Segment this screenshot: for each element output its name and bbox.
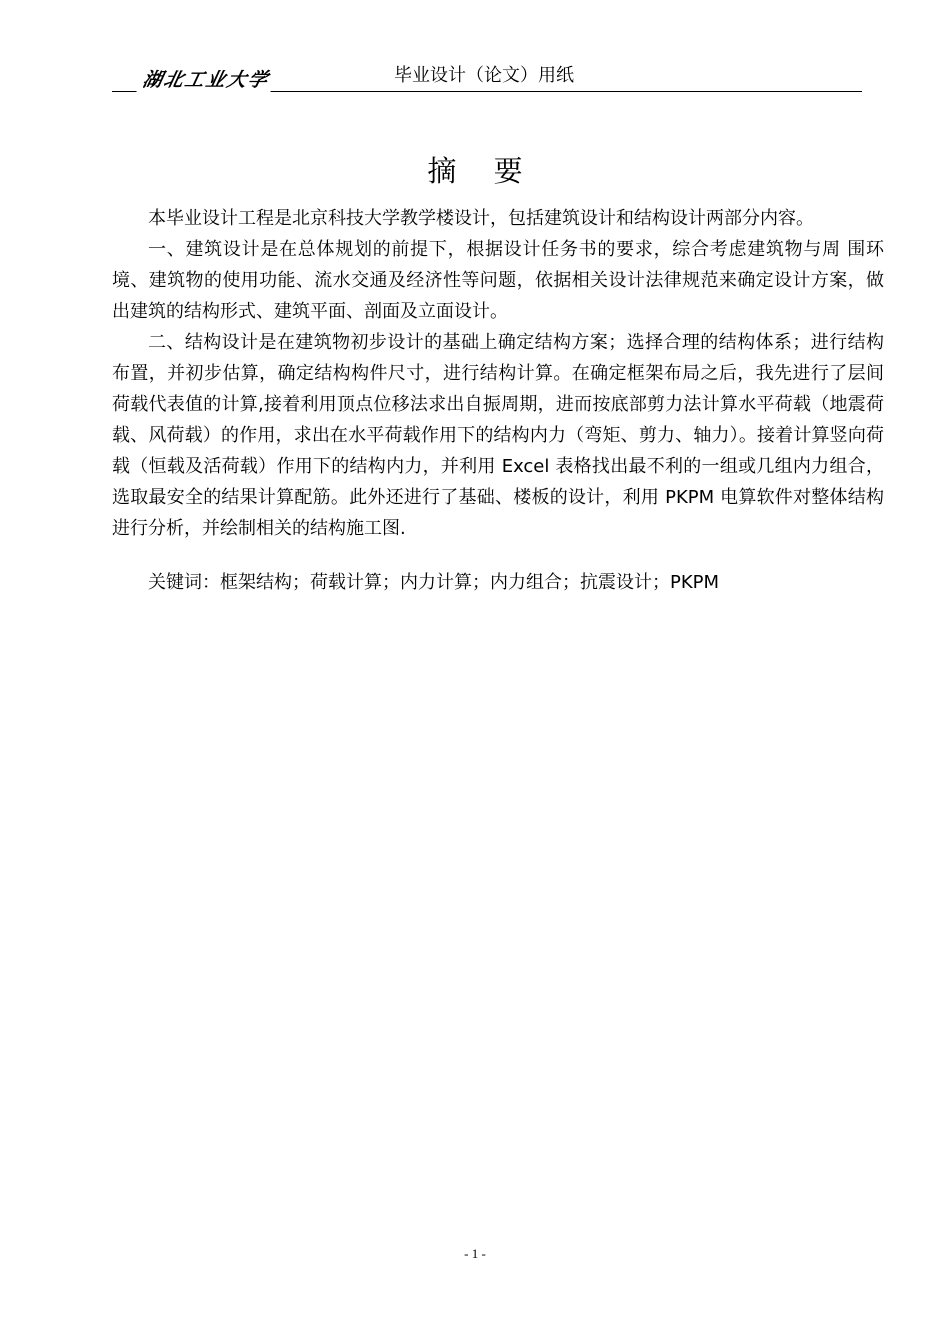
- keywords-list: 框架结构；荷载计算；内力计算；内力组合；抗震设计；PKPM: [220, 572, 720, 593]
- keywords-label: 关键词：: [148, 572, 220, 593]
- abstract-paragraph-2: 一、建筑设计是在总体规划的前提下，根据设计任务书的要求，综合考虑建筑物与周 围环境、建筑物的使用功能、流水交通及经济性等问题，依据相关设计法律规范来确定设计方案，做出建筑的结构形式、建筑平面、剖面及立面设计。: [112, 239, 884, 322]
- abstract-paragraph-1: 本毕业设计工程是北京科技大学教学楼设计，包括建筑设计和结构设计两部分内容。: [148, 208, 814, 229]
- header-title: 毕业设计（论文）用纸: [394, 65, 574, 86]
- page-header: [112, 62, 862, 96]
- abstract-paragraph-3: 二、结构设计是在建筑物初步设计的基础上确定结构方案；选择合理的结构体系；进行结构布置，并初步估算，确定结构构件尺寸，进行结构计算。在确定框架布局之后，我先进行了层间荷载代表值的计算,接着利用顶点位移法求出自振周期，进而按底部剪力法计算水平荷载（地震荷载、风荷载）的作用，求出在水平荷载作用下的结构内力（弯矩、剪力、轴力）。接着计算竖向荷载（恒载及活荷载）作用下的结构内力，并利用 Excel 表格找出最不利的一组或几组内力组合，选取最安全的结果计算配筋。此外还进行了基础、楼板的设计，利用 PKPM 电算软件对整体结构进行分析，并绘制相关的结构施工图.: [112, 332, 884, 539]
- abstract-heading: 摘 要: [427, 154, 537, 188]
- page-number: - 1 -: [464, 1246, 486, 1261]
- university-logo: 湖北工业大学: [136, 68, 275, 92]
- keywords-line: [112, 567, 884, 598]
- abstract-body: [112, 203, 884, 544]
